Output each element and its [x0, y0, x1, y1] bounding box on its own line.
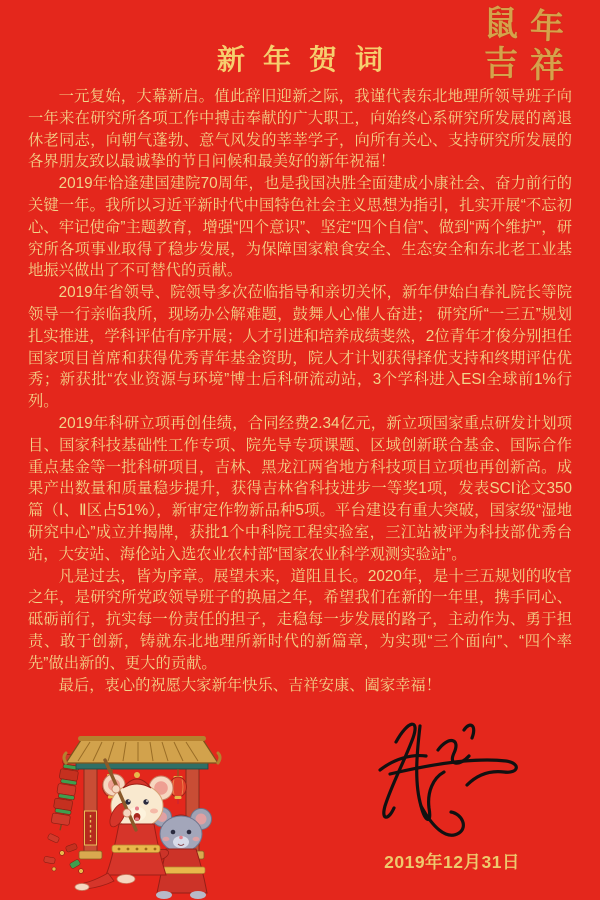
page-title: 新年贺词: [216, 45, 401, 76]
paragraph-final-wishes: 最后，衷心的祝愿大家新年快乐、吉祥安康、阖家幸福！: [58, 676, 442, 694]
seal-char: 鼠: [484, 6, 518, 43]
paragraph-leadership-talent: 2019年省领导、院领导多次莅临指导和亲切关怀，新年伊始白春礼院长等院领导一行亲临我所，现场办公解难题，鼓舞人心催人奋进； 研究所“一三五”规划扎实推进，学科评估有序开展；人才引进和培养成绩斐然，2位青年才俊分别担任国家项目首席和获得优秀青年基金资助，院人才计划获得择优支持和终期评估优秀；新获批“农业资源与环境”博士后科研流动站，3个学科进入ESI全球前1%行列。: [28, 284, 572, 411]
seal-char: 年: [529, 8, 565, 47]
rats-festival-gate-illustration: [26, 733, 254, 900]
signature-icon: [366, 708, 534, 856]
paragraph-research-output: 2019年科研立项再创佳绩，合同经费2.34亿元，新立项国家重点研发计划项目、国家科技基础性工作专项、院先导专项课题、区域创新联合基金、国际合作重点基金等一批科研项目，吉林、黑龙江两省地方科技项目立项也再创新高。成果产出数量和质量稳步提升，获得吉林省科技进步一等奖1项，发表SCI论文350篇（Ⅰ、Ⅱ区占51%），新审定作物新品种5项。平台建设有重大突破，国家级“湿地研究中心”成立并揭牌，获批1个中科院工程实验室，三江站被评为科技部优秀台站，大安站、海伦站入选农业农村部“国家农业科学观测实验站”。: [28, 414, 573, 563]
date-label: 2019年12月31日: [384, 852, 520, 872]
seal-char: 祥: [530, 48, 564, 85]
paragraph-opening: 一元复始，大幕新启。值此辞旧迎新之际，我谨代表东北地理所领导班子向一年来在研究所各项工作中搏击奉献的广大职工，向始终心系研究所发展的离退休老同志，向朝气蓬勃、意气风发的莘莘学子，向所有关心、支持研究所发展的各界朋友致以最诚挚的节日问候和最美好的新年祝福！: [28, 88, 572, 171]
greeting-letter-body: [28, 86, 572, 696]
paragraph-achievements-overview: 2019年恰逢建国建院70周年，也是我国决胜全面建成小康社会、奋力前行的关键一年。我所以习近平新时代中国特色社会主义思想为指引，扎实开展“不忘初心、牢记使命”主题教育，增强“四个意识”、坚定“四个自信”、做到“两个维护”，研究所各项事业取得了稳步发展，为保障国家粮食安全、生态安全和东北老工业基地振兴做出了不可替代的贡献。: [28, 175, 572, 280]
seal-char: 吉: [484, 46, 518, 83]
paragraph-outlook-2020: 凡是过去，皆为序章。展望未来，道阻且长。2020年，是十三五规划的收官之年，是研究所党政领导班子的换届之年，希望我们在新的一年里，携手同心、砥砺前行，抗实每一份责任的担子，走稳每一步发展的路子，主动作为、勇于担责、敢于创新，铸就东北地理所新时代的新篇章，为实现“三个面向”、“四个率先”做出新的、更大的贡献。: [28, 567, 572, 672]
